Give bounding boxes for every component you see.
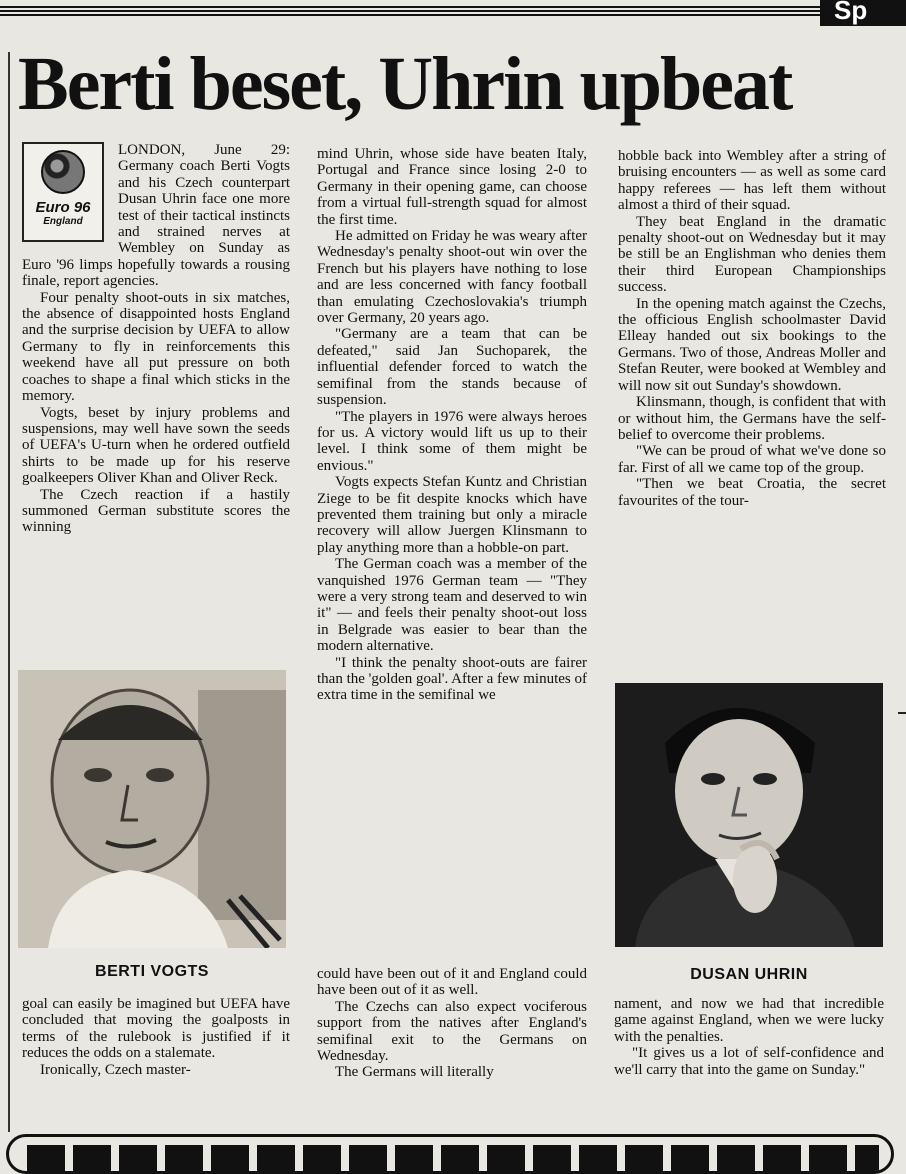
paragraph: nament, and now we had that incredible game against England, when we were lucky with the penalties. xyxy=(614,996,884,1045)
paragraph: The German coach was a member of the vanquished 1976 German team — "They were a very strong team and deserved to win it" — and feels their penalty shoot-out loss in Belgrade was easier to bear than the modern alternative. xyxy=(317,556,587,655)
paragraph: "The players in 1976 were always heroes for us. A victory would lift us up to their level. I think some of them might be envious." xyxy=(317,408,587,474)
next-article-banner xyxy=(6,1134,894,1174)
masthead-rule xyxy=(0,4,825,16)
portrait-vogts xyxy=(18,670,286,948)
column-3-top xyxy=(618,148,886,676)
column-2-bottom xyxy=(317,966,587,1118)
euro96-logo xyxy=(22,142,104,242)
paragraph: Vogts, beset by injury problems and suspensions, may well have sown the seeds of UEFA's U-turn when he ordered outfield shirts to be made up for his reserve goalkeepers Oliver Khan and Oliver Reck. xyxy=(22,404,290,487)
caption-uhrin: DUSAN UHRIN xyxy=(690,966,808,983)
paragraph: Four penalty shoot-outs in six matches, the absence of disappointed hosts England and the surprise decision by UEFA to allow Germany to fly in reinforcements this weekend have all put pressure on both coaches to shape a final which sticks in the memory. xyxy=(22,289,290,405)
logo-text: Euro 96 xyxy=(35,199,91,216)
section-tab: Sp xyxy=(820,0,906,26)
column-2-top xyxy=(317,146,587,954)
paragraph: LONDON, June 29: Germany coach Berti Vogts and his Czech counterpart Dusan Uhrin face one more test of their tactical instincts and strained nerves at Wembley on Sunday as Euro '96 limps hopefully towards a rousing finale, report agencies. xyxy=(22,142,290,290)
paragraph: Ironically, Czech master- xyxy=(40,1061,191,1078)
column-marker xyxy=(898,712,906,714)
paragraph: The Czech reaction if a hastily summoned German substitute scores the winning xyxy=(22,486,290,536)
paragraph: "It gives us a lot of self-confidence and we'll carry that into the game on Sunday." xyxy=(614,1045,884,1078)
paragraph: The Czechs can also expect vociferous support from the natives after England's semifinal exit to the Germans on Wednesday. xyxy=(317,998,587,1065)
column-1-bottom xyxy=(22,996,290,1116)
photo-dusan-uhrin xyxy=(615,683,883,947)
paragraph: "I think the penalty shoot-outs are fairer than the 'golden goal'. After a few minutes of extra time in the semifinal we xyxy=(317,654,587,704)
paragraph: goal can easily be imagined but UEFA have concluded that moving the goalposts in terms of the rulebook is justified if it reduces the odds on a stalemate. xyxy=(22,996,290,1062)
column-3-bottom xyxy=(614,996,884,1118)
photo-berti-vogts xyxy=(18,670,286,948)
paragraph: hobble back into Wembley after a string of bruising encounters — as well as some card happy referees — has left them without almost a third of their squad. xyxy=(618,148,886,214)
paragraph: In the opening match against the Czechs, the officious English schoolmaster David Elleay handed out six bookings to the Germans. Two of those, Andreas Moller and Stefan Reuter, were booked at Wembley and will now sit out Sunday's showdown. xyxy=(618,295,886,394)
caption-vogts: BERTI VOGTS xyxy=(95,963,209,980)
paragraph: could have been out of it and England could have been out of it as well. xyxy=(317,966,587,999)
paragraph: He admitted on Friday he was weary after Wednesday's penalty shoot-out win over the French but his players have nothing to lose and are less concerned with fancy football than emulating Czechoslovakia's triumph over Germany, 20 years ago. xyxy=(317,228,587,327)
banner-headline-fragment xyxy=(27,1145,879,1174)
paragraph: They beat England in the dramatic penalty shoot-out on Wednesday but it may be still be an Englishman who denies them their third European Championships success. xyxy=(618,213,886,296)
paragraph: The Germans will literally xyxy=(335,1064,494,1081)
frame-border-left xyxy=(8,52,10,1132)
paragraph: Vogts expects Stefan Kuntz and Christian Ziege to be fit despite knocks which have prevented them training but only a miracle recovery will allow Juergen Klinsmann to play anything more than a hobble-on part. xyxy=(317,474,587,556)
column-1-top xyxy=(22,142,290,664)
paragraph: mind Uhrin, whose side have beaten Italy, Portugal and France since losing 2-0 to Germany in their opening game, can choose from a virtual full-strength squad for almost the first time. xyxy=(317,146,587,228)
paragraph: "We can be proud of what we've done so far. First of all we came top of the group. xyxy=(618,443,886,476)
paragraph: Klinsmann, though, is confident that with or without him, the Germans have the self-belief to overcome their problems. xyxy=(618,394,886,443)
headline: Berti beset, Uhrin upbeat xyxy=(18,42,792,126)
paragraph: "Then we beat Croatia, the secret favourites of the tour- xyxy=(618,476,886,509)
logo-subtext: England xyxy=(43,216,83,227)
paragraph: "Germany are a team that can be defeated," said Jan Suchoparek, the influential defender forced to watch the semifinal from the stands because of suspension. xyxy=(317,326,587,409)
portrait-uhrin xyxy=(615,683,883,947)
football-icon xyxy=(41,150,85,194)
